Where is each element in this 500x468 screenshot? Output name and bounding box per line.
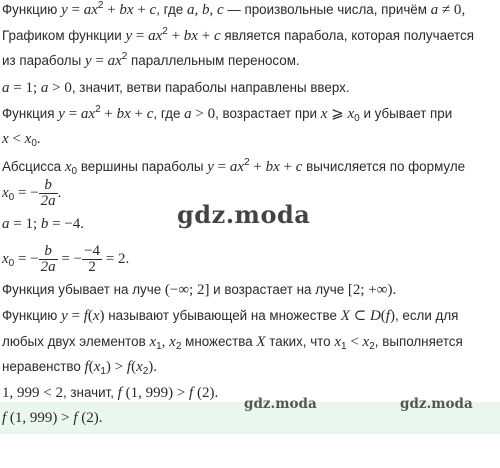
- line-2: Графиком функции $y = ax^2$ + bx + c является парабола, которая получается: [2, 26, 474, 44]
- line-13: Функцию y = f(x) называют убывающей на множестве X ⊂ D(f), если для: [2, 308, 459, 324]
- watermark-bottom-left: gdz.moda: [244, 396, 317, 412]
- line-3: из параболы $y = ax^2$ параллельным переносом.: [2, 51, 300, 69]
- answer-line: f (1, 999) > f (2).: [2, 410, 103, 426]
- line-9: a = 1; b = −4.: [2, 216, 85, 232]
- line-1: Функцию $y = ax^2$ + bx + c, где a, b, c — произвольные числа, причём a ≠ 0,: [2, 0, 466, 18]
- line-14: любых двух элементов $x_1$, $x_2$ множества X таких, что $x_1 < x_2$, выполняется: [2, 334, 463, 352]
- line-12: Функция убывает на луче (−∞; 2] и возрастает на луче [2; +∞).: [2, 282, 397, 298]
- line-15: неравенство $f(x_1) > f(x_2)$.: [2, 359, 158, 377]
- line-4: a = 1; a > 0, значит, ветви параболы направлены вверх.: [2, 80, 350, 96]
- watermark-bottom-right: gdz.moda: [400, 396, 473, 412]
- line-6: $x < x_0$.: [2, 131, 41, 149]
- line-8-formula: $x_0$ = − $\frac{b}{2a}$ .: [2, 177, 62, 209]
- line-16: 1, 999 < 2, значит, f (1, 999) > f (2).: [2, 385, 219, 401]
- watermark-center: gdz.moda: [177, 200, 311, 229]
- line-7: Абсцисса $x_0$ вершины параболы $y = ax^2$ + bx + c вычисляется по формуле: [2, 157, 466, 177]
- line-10-formula: $x_0$ = − $\frac{b}{2a}$ = − $\frac{-4}{2}$ = 2.: [2, 243, 130, 275]
- line-5: Функция $y = ax^2$ + bx + c, где a > 0, возрастает при x ⩾ $x_0$ и убывает при: [2, 104, 453, 124]
